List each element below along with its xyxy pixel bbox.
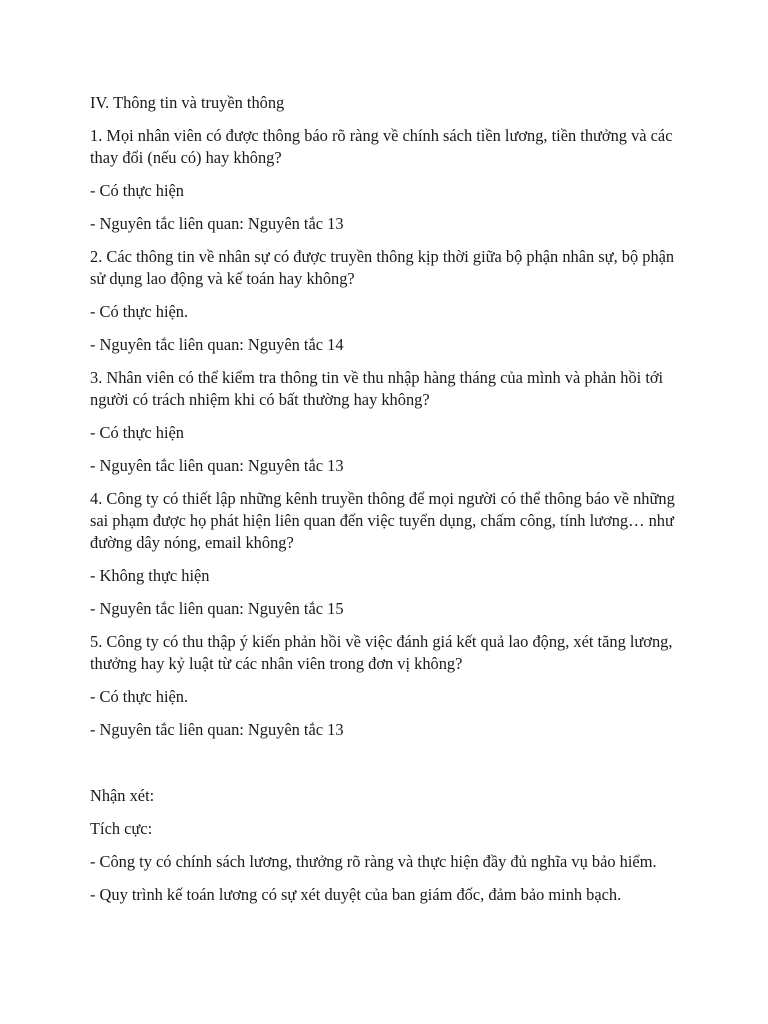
positive-point-1: - Công ty có chính sách lương, thưởng rõ ràng và thực hiện đầy đủ nghĩa vụ bảo hiểm. xyxy=(90,852,657,871)
document-page xyxy=(90,92,680,917)
principle-1: - Nguyên tắc liên quan: Nguyên tắc 13 xyxy=(90,214,344,233)
positive-heading: Tích cực: xyxy=(90,819,153,838)
principle-5: - Nguyên tắc liên quan: Nguyên tắc 13 xyxy=(90,720,344,739)
answer-3: - Có thực hiện xyxy=(90,423,185,442)
principle-3: - Nguyên tắc liên quan: Nguyên tắc 13 xyxy=(90,456,344,475)
question-1: 1. Mọi nhân viên có được thông báo rõ ràng về chính sách tiền lương, tiền thưởng và các thay đổi (nếu có) hay không? xyxy=(90,126,673,167)
answer-4: - Không thực hiện xyxy=(90,566,210,585)
question-3: 3. Nhân viên có thể kiểm tra thông tin về thu nhập hàng tháng của mình và phản hồi tới người có trách nhiệm khi có bất thường hay không? xyxy=(90,368,664,409)
blank-line xyxy=(90,752,680,785)
section-heading: IV. Thông tin và truyền thông xyxy=(90,93,285,112)
principle-4: - Nguyên tắc liên quan: Nguyên tắc 15 xyxy=(90,599,344,618)
question-5: 5. Công ty có thu thập ý kiến phản hồi về việc đánh giá kết quả lao động, xét tăng lương, thưởng hay kỷ luật từ các nhân viên trong đơn vị không? xyxy=(90,632,673,673)
question-4: 4. Công ty có thiết lập những kênh truyền thông để mọi người có thể thông báo về những sai phạm được họ phát hiện liên quan đến việc tuyển dụng, chấm công, tính lương… như đường dây nóng, email không? xyxy=(90,489,675,552)
answer-2: - Có thực hiện. xyxy=(90,302,189,321)
principle-2: - Nguyên tắc liên quan: Nguyên tắc 14 xyxy=(90,335,344,354)
remarks-heading: Nhận xét: xyxy=(90,786,155,805)
answer-1: - Có thực hiện xyxy=(90,181,185,200)
answer-5: - Có thực hiện. xyxy=(90,687,189,706)
positive-point-2: - Quy trình kế toán lương có sự xét duyệt của ban giám đốc, đảm bảo minh bạch. xyxy=(90,885,622,904)
question-2: 2. Các thông tin về nhân sự có được truyền thông kịp thời giữa bộ phận nhân sự, bộ phận sử dụng lao động và kế toán hay không? xyxy=(90,247,675,288)
